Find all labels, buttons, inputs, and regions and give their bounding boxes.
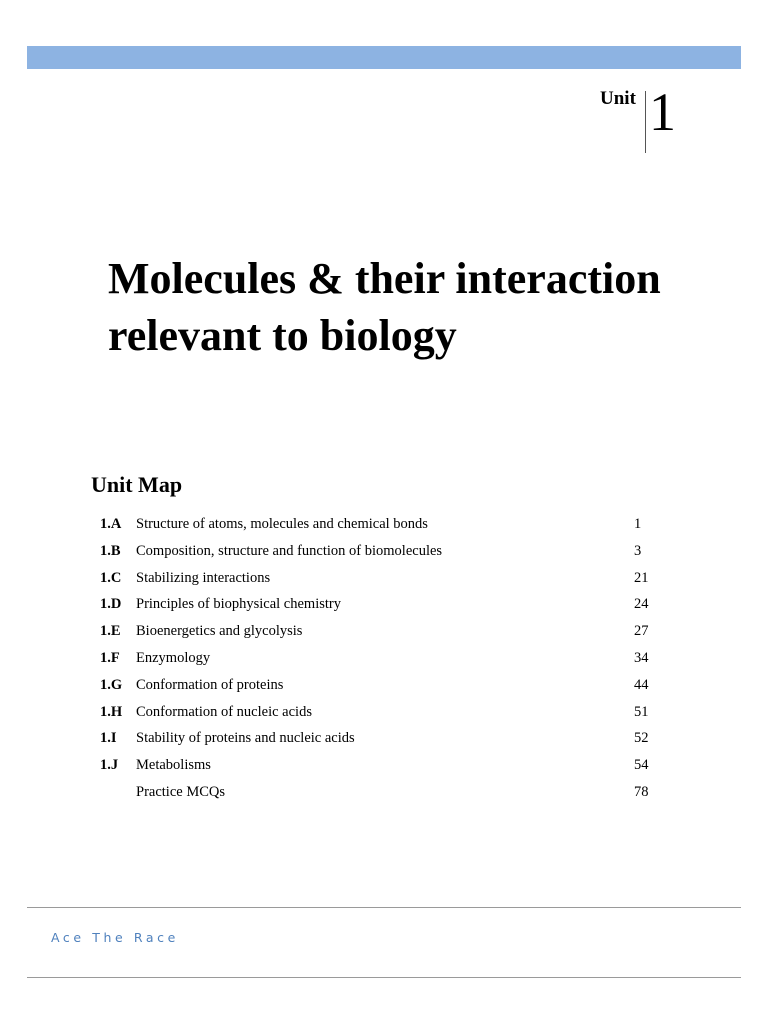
unit-map-list	[0, 511, 768, 806]
unit-map-row	[0, 725, 768, 752]
row-page: 78	[634, 783, 649, 800]
row-topic: Structure of atoms, molecules and chemical bonds	[136, 516, 428, 532]
row-topic: Bioenergetics and glycolysis	[136, 623, 303, 640]
unit-map-heading: Unit Map	[91, 472, 183, 497]
unit-map-row	[0, 565, 768, 592]
row-code: 1.C	[100, 569, 122, 586]
row-page: 21	[634, 569, 649, 586]
row-topic: Principles of biophysical chemistry	[136, 596, 341, 613]
row-code: 1.I	[100, 730, 117, 747]
title-line-2: relevant to biology	[108, 311, 457, 360]
footer-text: Ace The Race	[51, 930, 179, 945]
row-code: 1.H	[100, 703, 123, 720]
row-topic: Composition, structure and function of biomolecules	[136, 542, 443, 559]
header-band	[27, 46, 741, 69]
row-page: 24	[634, 596, 649, 613]
row-page: 34	[634, 649, 649, 666]
page-title	[108, 250, 728, 364]
row-topic: Stabilizing interactions	[136, 569, 271, 586]
unit-divider	[645, 91, 646, 153]
unit-number: 1	[649, 82, 676, 142]
unit-label: Unit	[600, 88, 636, 109]
row-page: 1	[634, 516, 642, 532]
unit-map-row	[0, 511, 768, 538]
row-page: 27	[634, 623, 649, 640]
footer-bottom-rule	[27, 977, 741, 978]
row-code: 1.E	[100, 623, 121, 640]
row-topic: Stability of proteins and nucleic acids	[136, 730, 355, 747]
title-line-1: Molecules & their interaction	[108, 254, 661, 303]
row-page: 52	[634, 730, 649, 747]
row-code: 1.G	[100, 676, 123, 693]
unit-map-row	[0, 779, 768, 806]
unit-map-row	[0, 645, 768, 672]
row-code: 1.A	[100, 516, 122, 532]
row-page: 51	[634, 703, 649, 720]
unit-map-row	[0, 591, 768, 618]
row-code: 1.F	[100, 649, 120, 666]
row-topic: Conformation of nucleic acids	[136, 703, 312, 720]
row-page: 44	[634, 676, 649, 693]
row-code: 1.J	[100, 757, 119, 774]
row-page: 3	[634, 542, 642, 559]
row-topic: Conformation of proteins	[136, 676, 284, 693]
unit-map-row	[0, 752, 768, 779]
unit-map-row	[0, 699, 768, 726]
row-code: 1.D	[100, 596, 122, 613]
row-topic: Enzymology	[136, 649, 211, 666]
unit-map-row	[0, 618, 768, 645]
row-code: 1.B	[100, 542, 121, 559]
footer-top-rule	[27, 907, 741, 908]
unit-map-row	[0, 672, 768, 699]
unit-map-row	[0, 538, 768, 565]
row-page: 54	[634, 757, 649, 774]
row-topic: Metabolisms	[136, 757, 211, 774]
row-topic: Practice MCQs	[136, 783, 225, 800]
